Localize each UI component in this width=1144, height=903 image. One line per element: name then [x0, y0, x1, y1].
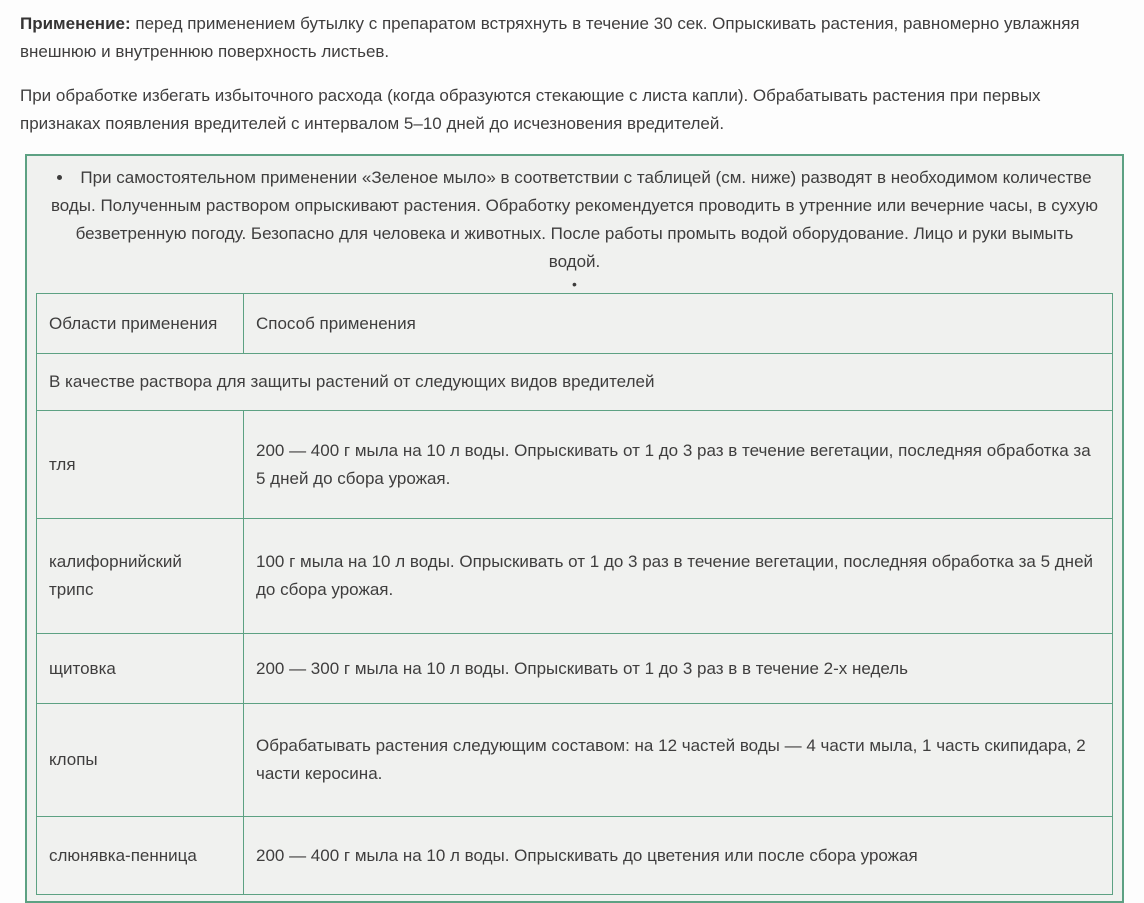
method-cell: 200 — 300 г мыла на 10 л воды. Опрыскивать от 1 до 3 раз в в течение 2-х недель	[244, 634, 1113, 704]
table-row	[37, 411, 1113, 519]
empty-bullet-item: •	[572, 276, 577, 292]
usage-bullet-item: • При самостоятельном применении «Зеленое мыло» в соответствии с таблицей (см. ниже) разводят в необходимом количестве воды. Полученным раствором опрыскивают растения. Обработку рекомендуется проводить в утренние или вечерние часы, в сухую безветренную погоду. Безопасно для человека и животных. После работы промыть водой оборудование. Лицо и руки вымыть водой.	[36, 162, 1113, 276]
table-row	[37, 519, 1113, 634]
pest-name-cell: щитовка	[37, 634, 244, 704]
method-cell: Обрабатывать растения следующим составом: на 12 частей воды — 4 части мыла, 1 часть скипидара, 2 части керосина.	[244, 704, 1113, 817]
table-row	[37, 817, 1113, 895]
application-table	[36, 293, 1113, 895]
table-span-row	[37, 354, 1113, 411]
table-header-row	[37, 294, 1113, 354]
usage-bullet-list	[36, 162, 1113, 292]
intro-paragraph	[20, 10, 1124, 66]
table-row	[37, 634, 1113, 704]
method-cell: 200 — 400 г мыла на 10 л воды. Опрыскивать от 1 до 3 раз в течение вегетации, последняя обработка за 5 дней до сбора урожая.	[244, 411, 1113, 519]
intro-paragraph-body: перед применением бутылку с препаратом встряхнуть в течение 30 сек. Опрыскивать растения, равномерно увлажняя внешнюю и внутреннюю поверхность листьев.	[20, 14, 1080, 61]
col-header-areas: Области применения	[37, 294, 244, 354]
intro-paragraph-lead: Применение:	[20, 14, 131, 33]
pest-name-cell: клопы	[37, 704, 244, 817]
method-cell: 100 г мыла на 10 л воды. Опрыскивать от 1 до 3 раз в течение вегетации, последняя обработка за 5 дней до сбора урожая.	[244, 519, 1113, 634]
table-span-cell: В качестве раствора для защиты растений от следующих видов вредителей	[37, 354, 1113, 411]
col-header-method: Способ применения	[244, 294, 1113, 354]
table-row	[37, 704, 1113, 817]
pest-name-cell: слюнявка-пенница	[37, 817, 244, 895]
pest-name-cell: калифорнийский трипс	[37, 519, 244, 634]
pest-name-cell: тля	[37, 411, 244, 519]
treatment-paragraph: При обработке избегать избыточного расхода (когда образуются стекающие с листа капли). Обрабатывать растения при первых признаках появления вредителей с интервалом 5–10 дней до исчезновения вредителей.	[20, 86, 1041, 133]
method-cell: 200 — 400 г мыла на 10 л воды. Опрыскивать до цветения или после сбора урожая	[244, 817, 1113, 895]
usage-info-box	[25, 154, 1124, 903]
